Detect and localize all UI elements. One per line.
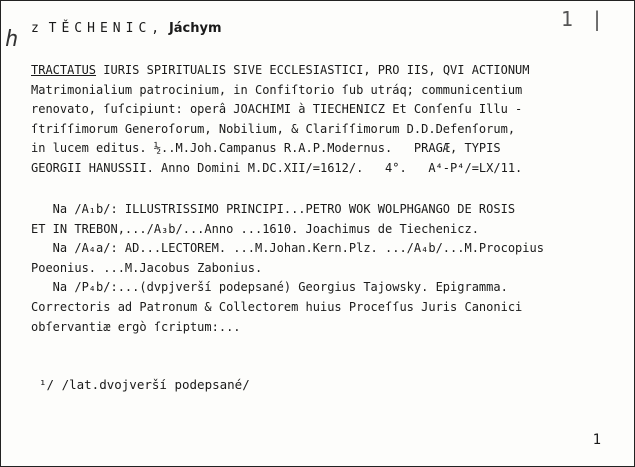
margin-mark: h: [5, 27, 19, 52]
record-line: ſtriſſimorum Generoſorum, Nobilium, & Clariſſimorum D.D.Defenſorum,: [31, 121, 516, 136]
reference-line: obſervantiæ ergò ſcriptum:...: [31, 319, 241, 334]
reference-line: Na /P₄b/:...(dvpjverší podepsané) Georgius Tajowsky. Epigramma.: [31, 280, 508, 295]
record-line: IURIS SPIRITUALIS SIVE ECCLESIASTICI, PRO IIS, QVI ACTIONUM: [96, 63, 530, 77]
reference-line: Poeonius. ...M.Jacobus Zabonius.: [31, 260, 263, 275]
reference-line: Correctoris ad Patronum & Collectorem huius Proceſſus Juris Canonici: [31, 299, 523, 314]
top-right-mark: 1 |: [560, 7, 606, 31]
record-line: renovato, ſuſcipiunt: operâ JOACHIMI à TIECHENICZ Et Conſenſu Illu -: [31, 102, 523, 117]
record-line: Matrimonialium patrocinium, in Confiſtorio ſub utráq; communicentium: [31, 82, 523, 97]
reference-line: ET IN TREBON,.../A₃b/...Anno ...1610. Joachimus de Tiechenicz.: [31, 221, 479, 236]
record-body: [31, 61, 530, 179]
reference-line: Na /A₁b/: ILLUSTRISSIMO PRINCIPI...PETRO WOK WOLPHGANGO DE ROSIS: [31, 202, 516, 216]
heading-firstname: Jáchym: [168, 21, 222, 36]
page-number: 1: [592, 432, 601, 448]
card-heading: [31, 21, 222, 36]
reference-line: Na /A₄a/: AD...LECTOREM. ...M.Johan.Kern.Plz. .../A₄b/...M.Procopius: [31, 241, 544, 256]
record-lead-word: TRACTATUS: [31, 63, 97, 77]
record-line: in lucem editus. ½..M.Joh.Campanus R.A.P.Modernus. PRAGÆ, TYPIS: [31, 141, 501, 156]
footnote: ¹/ /lat.dvojverší podepsané/: [39, 377, 250, 392]
record-line: GEORGII HANUSSII. Anno Domini M.DC.XII/=1612/. 4°. A⁴-P⁴/=LX/11.: [31, 160, 523, 175]
heading-separator: ,: [151, 21, 161, 36]
references-block: [31, 200, 544, 337]
heading-prefix: z: [31, 21, 40, 36]
heading-surname: TĚCHENIC: [48, 21, 152, 36]
